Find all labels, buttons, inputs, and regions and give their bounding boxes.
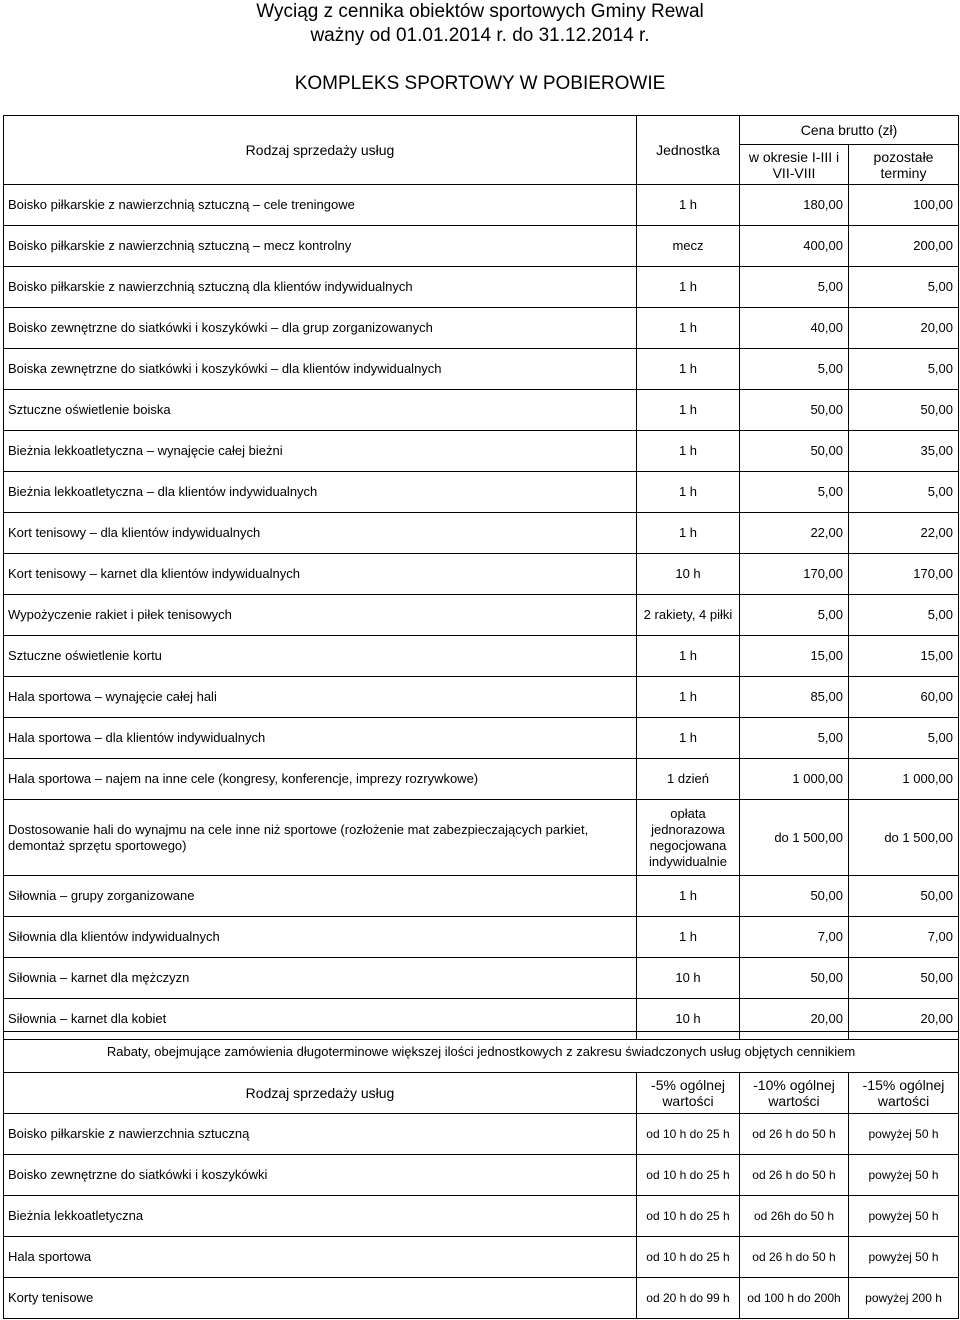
service-cell: Bieżnia lekkoatletyczna – wynajęcie całej bieżni xyxy=(4,431,637,472)
table-row xyxy=(4,472,959,513)
price-period-2-cell: 5,00 xyxy=(849,267,959,308)
price-period-1-cell: 5,00 xyxy=(740,267,849,308)
unit-cell: 1 h xyxy=(637,513,740,554)
price-period-1-cell: 50,00 xyxy=(740,876,849,917)
header-service: Rodzaj sprzedaży usług xyxy=(4,116,637,185)
price-period-2-cell: 100,00 xyxy=(849,185,959,226)
price-period-2-cell: 20,00 xyxy=(849,999,959,1040)
price-period-1-cell: 22,00 xyxy=(740,513,849,554)
discount-15-cell: powyżej 50 h xyxy=(849,1237,959,1278)
header-unit: Jednostka xyxy=(637,116,740,185)
table-row xyxy=(4,1114,959,1155)
price-period-2-cell: 60,00 xyxy=(849,677,959,718)
service-cell: Hala sportowa – najem na inne cele (kongresy, konferencje, imprezy rozrywkowe) xyxy=(4,759,637,800)
table-row xyxy=(4,513,959,554)
unit-cell: 1 h xyxy=(637,349,740,390)
discount-title: Rabaty, obejmujące zamówienia długoterminowe większej ilości jednostkowych z zakresu świadczonych usług objętych cennikiem xyxy=(4,1032,959,1073)
service-cell: Boisko piłkarskie z nawierzchnią sztuczną dla klientów indywidualnych xyxy=(4,267,637,308)
table-row xyxy=(4,554,959,595)
discount-10-cell: od 100 h do 200h xyxy=(740,1278,849,1319)
discount-5-cell: od 10 h do 25 h xyxy=(637,1155,740,1196)
service-cell: Sztuczne oświetlenie boiska xyxy=(4,390,637,431)
price-period-1-cell: 1 000,00 xyxy=(740,759,849,800)
table-row xyxy=(4,636,959,677)
price-period-2-cell: 7,00 xyxy=(849,917,959,958)
unit-cell: 1 h xyxy=(637,718,740,759)
table-row xyxy=(4,390,959,431)
price-period-2-cell: 50,00 xyxy=(849,876,959,917)
table-row xyxy=(4,595,959,636)
unit-cell: opłata jednorazowa negocjowana indywidualnie xyxy=(637,800,740,876)
discount-5-cell: od 10 h do 25 h xyxy=(637,1114,740,1155)
price-period-1-cell: do 1 500,00 xyxy=(740,800,849,876)
price-period-2-cell: 5,00 xyxy=(849,472,959,513)
discount-service-cell: Bieżnia lekkoatletyczna xyxy=(4,1196,637,1237)
service-cell: Wypożyczenie rakiet i piłek tenisowych xyxy=(4,595,637,636)
unit-cell: 1 h xyxy=(637,267,740,308)
service-cell: Boisko piłkarskie z nawierzchnią sztuczną – mecz kontrolny xyxy=(4,226,637,267)
price-period-1-cell: 20,00 xyxy=(740,999,849,1040)
price-period-1-cell: 50,00 xyxy=(740,390,849,431)
unit-cell: 1 h xyxy=(637,917,740,958)
price-period-2-cell: do 1 500,00 xyxy=(849,800,959,876)
price-period-1-cell: 50,00 xyxy=(740,431,849,472)
unit-cell: 1 h xyxy=(637,431,740,472)
unit-cell: 1 h xyxy=(637,636,740,677)
unit-cell: 10 h xyxy=(637,958,740,999)
unit-cell: 1 h xyxy=(637,472,740,513)
discount-header-5: -5% ogólnej wartości xyxy=(637,1073,740,1114)
service-cell: Hala sportowa – wynajęcie całej hali xyxy=(4,677,637,718)
service-cell: Dostosowanie hali do wynajmu na cele inne niż sportowe (rozłożenie mat zabezpieczających parkiet, demontaż sprzętu sportowego) xyxy=(4,800,637,876)
discount-10-cell: od 26 h do 50 h xyxy=(740,1155,849,1196)
header-period-1: w okresie I-III i VII-VIII xyxy=(740,145,849,185)
discount-5-cell: od 10 h do 25 h xyxy=(637,1237,740,1278)
price-period-2-cell: 5,00 xyxy=(849,718,959,759)
service-cell: Siłownia – karnet dla kobiet xyxy=(4,999,637,1040)
discount-5-cell: od 20 h do 99 h xyxy=(637,1278,740,1319)
price-period-1-cell: 5,00 xyxy=(740,349,849,390)
discount-10-cell: od 26 h do 50 h xyxy=(740,1114,849,1155)
price-period-1-cell: 5,00 xyxy=(740,472,849,513)
complex-name: KOMPLEKS SPORTOWY W POBIEROWIE xyxy=(294,73,666,94)
unit-cell: 1 h xyxy=(637,677,740,718)
unit-cell: 1 h xyxy=(637,390,740,431)
price-period-1-cell: 85,00 xyxy=(740,677,849,718)
unit-cell: 1 h xyxy=(637,185,740,226)
discount-service-cell: Hala sportowa xyxy=(4,1237,637,1278)
table-row xyxy=(4,917,959,958)
service-cell: Siłownia – grupy zorganizowane xyxy=(4,876,637,917)
table-row xyxy=(4,267,959,308)
unit-cell: 1 h xyxy=(637,308,740,349)
header-period-2: pozostałe terminy xyxy=(849,145,959,185)
service-cell: Sztuczne oświetlenie kortu xyxy=(4,636,637,677)
price-period-2-cell: 15,00 xyxy=(849,636,959,677)
price-period-2-cell: 20,00 xyxy=(849,308,959,349)
price-period-2-cell: 5,00 xyxy=(849,349,959,390)
service-cell: Boisko zewnętrzne do siatkówki i koszykówki – dla grup zorganizowanych xyxy=(4,308,637,349)
price-period-2-cell: 50,00 xyxy=(849,958,959,999)
price-period-1-cell: 400,00 xyxy=(740,226,849,267)
price-period-2-cell: 50,00 xyxy=(849,390,959,431)
discount-service-cell: Boisko piłkarskie z nawierzchnia sztuczną xyxy=(4,1114,637,1155)
service-cell: Siłownia – karnet dla mężczyzn xyxy=(4,958,637,999)
table-row xyxy=(4,308,959,349)
discount-header-15: -15% ogólnej wartości xyxy=(849,1073,959,1114)
discount-15-cell: powyżej 50 h xyxy=(849,1155,959,1196)
table-row xyxy=(4,1278,959,1319)
service-cell: Kort tenisowy – dla klientów indywidualnych xyxy=(4,513,637,554)
price-period-1-cell: 180,00 xyxy=(740,185,849,226)
price-period-2-cell: 35,00 xyxy=(849,431,959,472)
table-row xyxy=(4,958,959,999)
discount-service-cell: Korty tenisowe xyxy=(4,1278,637,1319)
unit-cell: 1 dzień xyxy=(637,759,740,800)
price-period-2-cell: 200,00 xyxy=(849,226,959,267)
price-period-1-cell: 15,00 xyxy=(740,636,849,677)
table-row xyxy=(4,800,959,876)
price-period-2-cell: 22,00 xyxy=(849,513,959,554)
table-row xyxy=(4,759,959,800)
service-cell: Boiska zewnętrzne do siatkówki i koszykówki – dla klientów indywidualnych xyxy=(4,349,637,390)
discount-10-cell: od 26h do 50 h xyxy=(740,1196,849,1237)
discount-table xyxy=(3,1031,959,1319)
table-row xyxy=(4,876,959,917)
price-period-1-cell: 40,00 xyxy=(740,308,849,349)
service-cell: Bieżnia lekkoatletyczna – dla klientów indywidualnych xyxy=(4,472,637,513)
price-period-2-cell: 1 000,00 xyxy=(849,759,959,800)
service-cell: Boisko piłkarskie z nawierzchnią sztuczną – cele treningowe xyxy=(4,185,637,226)
service-cell: Kort tenisowy – karnet dla klientów indywidualnych xyxy=(4,554,637,595)
table-row xyxy=(4,677,959,718)
table-row xyxy=(4,226,959,267)
discount-header-service: Rodzaj sprzedaży usług xyxy=(4,1073,637,1114)
table-row xyxy=(4,1155,959,1196)
price-period-1-cell: 170,00 xyxy=(740,554,849,595)
unit-cell: 2 rakiety, 4 piłki xyxy=(637,595,740,636)
document-title: Wyciąg z cennika obiektów sportowych Gminy Rewal xyxy=(256,1,704,22)
discount-15-cell: powyżej 200 h xyxy=(849,1278,959,1319)
price-period-2-cell: 5,00 xyxy=(849,595,959,636)
table-row xyxy=(4,431,959,472)
table-row xyxy=(4,718,959,759)
discount-header-10: -10% ogólnej wartości xyxy=(740,1073,849,1114)
header-price: Cena brutto (zł) xyxy=(740,116,959,145)
table-row xyxy=(4,1196,959,1237)
price-period-2-cell: 170,00 xyxy=(849,554,959,595)
service-cell: Siłownia dla klientów indywidualnych xyxy=(4,917,637,958)
discount-15-cell: powyżej 50 h xyxy=(849,1196,959,1237)
unit-cell: 10 h xyxy=(637,999,740,1040)
price-period-1-cell: 5,00 xyxy=(740,718,849,759)
price-table xyxy=(3,115,959,1040)
discount-service-cell: Boisko zewnętrzne do siatkówki i koszykówki xyxy=(4,1155,637,1196)
discount-5-cell: od 10 h do 25 h xyxy=(637,1196,740,1237)
unit-cell: 1 h xyxy=(637,876,740,917)
table-row xyxy=(4,1237,959,1278)
price-period-1-cell: 7,00 xyxy=(740,917,849,958)
unit-cell: mecz xyxy=(637,226,740,267)
price-period-1-cell: 5,00 xyxy=(740,595,849,636)
price-period-1-cell: 50,00 xyxy=(740,958,849,999)
table-row xyxy=(4,349,959,390)
discount-15-cell: powyżej 50 h xyxy=(849,1114,959,1155)
table-row xyxy=(4,185,959,226)
unit-cell: 10 h xyxy=(637,554,740,595)
discount-10-cell: od 26 h do 50 h xyxy=(740,1237,849,1278)
validity-period: ważny od 01.01.2014 r. do 31.12.2014 r. xyxy=(310,25,650,46)
service-cell: Hala sportowa – dla klientów indywidualnych xyxy=(4,718,637,759)
